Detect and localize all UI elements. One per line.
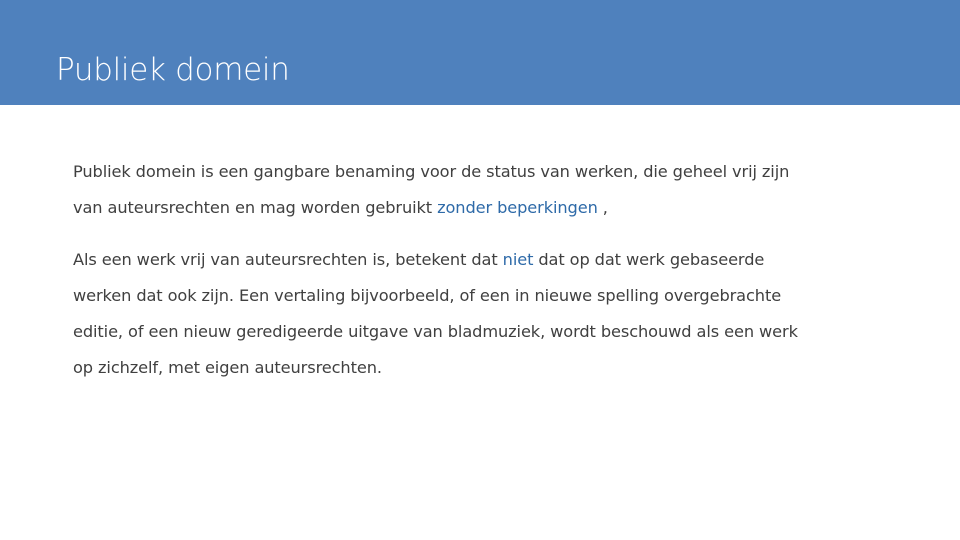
paragraph-1-line-2	[73, 190, 893, 226]
paragraph-1	[73, 154, 893, 226]
slide-title: Publiek domein	[56, 52, 290, 88]
paragraph-1-line-2-text-after: ,	[597, 198, 608, 217]
paragraph-1-line-1: Publiek domein is een gangbare benaming voor de status van werken, die geheel vrij zijn	[73, 162, 790, 181]
paragraph-2-line-2: werken dat ook zijn. Een vertaling bijvoorbeeld, of een in nieuwe spelling overgebrachte	[73, 286, 782, 305]
paragraph-1-line-2-text-before: van auteursrechten en mag worden gebruikt	[73, 198, 438, 217]
paragraph-2-line-4: op zichzelf, met eigen auteursrechten.	[73, 358, 382, 377]
paragraph-2	[73, 242, 893, 386]
title-bar	[0, 0, 960, 105]
paragraph-2-line-1-text-before: Als een werk vrij van auteursrechten is, betekent dat	[73, 250, 503, 269]
niet-link[interactable]: niet	[502, 250, 534, 269]
paragraph-2-line-3: editie, of een nieuw geredigeerde uitgave van bladmuziek, wordt beschouwd als een werk	[73, 322, 798, 341]
paragraph-2-line-1	[73, 242, 893, 278]
slide-body	[73, 154, 893, 386]
zonder-beperkingen-link[interactable]: zonder beperkingen	[437, 198, 598, 217]
paragraph-2-line-1-text-after: dat op dat werk gebaseerde	[533, 250, 765, 269]
